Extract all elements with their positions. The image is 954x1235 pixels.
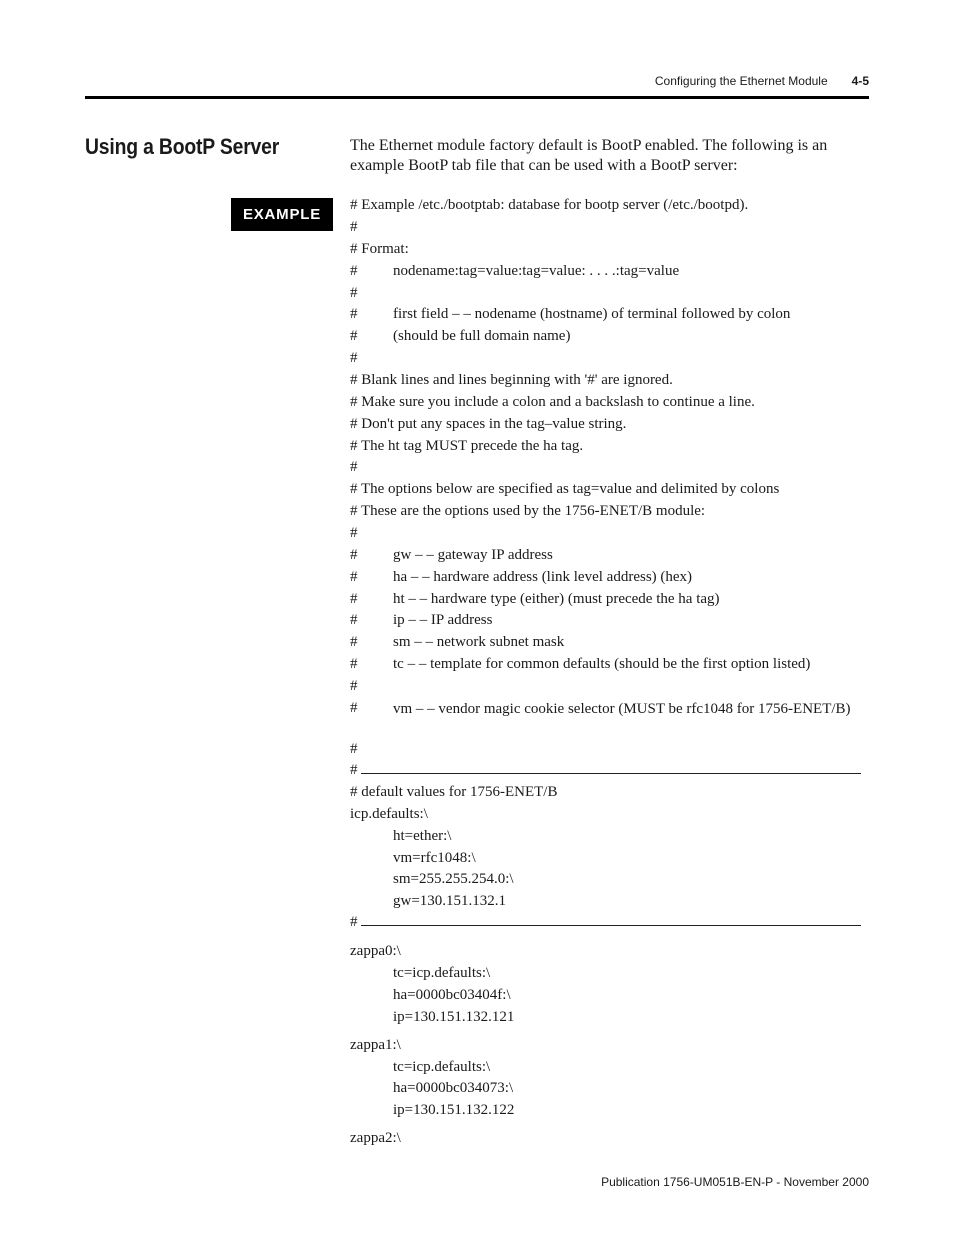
code-line-hash: # (350, 285, 358, 301)
header-rule (85, 96, 869, 99)
code-line-hash: # (350, 459, 358, 475)
code-line-hash: # (350, 350, 358, 366)
defaults-tag: ht=ether:\ (393, 828, 452, 844)
code-line-hash: # (350, 656, 358, 672)
code-line: ht – – hardware type (either) (must precede the ha tag) (393, 591, 720, 607)
code-line: gw – – gateway IP address (393, 547, 553, 563)
code-line: nodename:tag=value:tag=value: . . . .:tag=value (393, 263, 680, 279)
host-entry-name: zappa1:\ (350, 1037, 401, 1053)
code-line: vm – – vendor magic cookie selector (MUST be rfc1048 for 1756-ENET/B) (393, 701, 851, 717)
code-line: # (350, 219, 358, 235)
host-tag: tc=icp.defaults:\ (393, 965, 491, 981)
code-line: # default values for 1756-ENET/B (350, 784, 558, 800)
separator-rule (361, 925, 861, 926)
host-tag: ha=0000bc03404f:\ (393, 987, 511, 1003)
code-line-hash: # (350, 591, 358, 607)
host-tag: tc=icp.defaults:\ (393, 1059, 491, 1075)
separator-line (350, 914, 358, 931)
running-header (655, 74, 869, 88)
code-line: (should be full domain name) (393, 328, 571, 344)
code-line: # These are the options used by the 1756-ENET/B module: (350, 503, 706, 519)
host-entry-name: zappa2:\ (350, 1130, 401, 1146)
code-line: # Blank lines and lines beginning with '#' are ignored. (350, 372, 673, 388)
defaults-tag: vm=rfc1048:\ (393, 850, 476, 866)
code-line-hash: # (350, 612, 358, 628)
intro-paragraph: The Ethernet module factory default is BootP enabled. The following is an example BootP tab file that can be used with a BootP server: (350, 137, 828, 174)
host-tag: ip=130.151.132.122 (393, 1102, 515, 1118)
code-line-hash: # (350, 700, 358, 716)
header-title: Configuring the Ethernet Module (654, 74, 828, 88)
separator-rule (361, 773, 861, 774)
code-line-hash: # (350, 678, 358, 694)
code-line: # Make sure you include a colon and a backslash to continue a line. (350, 394, 755, 410)
code-line-hash: # (350, 547, 358, 563)
code-line-hash: # (350, 306, 358, 322)
example-badge: EXAMPLE (231, 198, 333, 231)
code-line: # Example /etc./bootptab: database for bootp server (/etc./bootpd). (350, 197, 749, 213)
code-line: first field – – nodename (hostname) of terminal followed by colon (393, 306, 791, 322)
page-number: 4-5 (851, 74, 869, 88)
separator-line (350, 762, 358, 779)
defaults-entry-name: icp.defaults:\ (350, 806, 428, 822)
code-line-hash: # (350, 525, 358, 541)
code-line-hash: # (350, 263, 358, 279)
defaults-tag: gw=130.151.132.1 (393, 893, 507, 909)
host-entry-name: zappa0:\ (350, 943, 401, 959)
code-line: ip – – IP address (393, 612, 493, 628)
code-line-hash: # (350, 569, 358, 585)
separator-hash: # (350, 914, 358, 930)
code-line: # Don't put any spaces in the tag–value string. (350, 416, 627, 432)
separator-hash: # (350, 762, 358, 778)
host-tag: ip=130.151.132.121 (393, 1009, 515, 1025)
code-line: # The ht tag MUST precede the ha tag. (350, 438, 584, 454)
code-line-hash: # (350, 634, 358, 650)
code-line-hash: # (350, 328, 358, 344)
publication-footer: Publication 1756-UM051B-EN-P - November 2000 (601, 1175, 869, 1189)
code-line-hash: # (350, 741, 358, 757)
defaults-tag: sm=255.255.254.0:\ (393, 871, 514, 887)
host-tag: ha=0000bc034073:\ (393, 1080, 514, 1096)
code-line: # Format: (350, 241, 409, 257)
code-line: sm – – network subnet mask (393, 634, 565, 650)
code-line: # The options below are specified as tag=value and delimited by colons (350, 481, 780, 497)
code-line: tc – – template for common defaults (should be the first option listed) (393, 656, 811, 672)
section-title: Using a BootP Server (85, 134, 280, 159)
code-line: ha – – hardware address (link level address) (hex) (393, 569, 693, 585)
